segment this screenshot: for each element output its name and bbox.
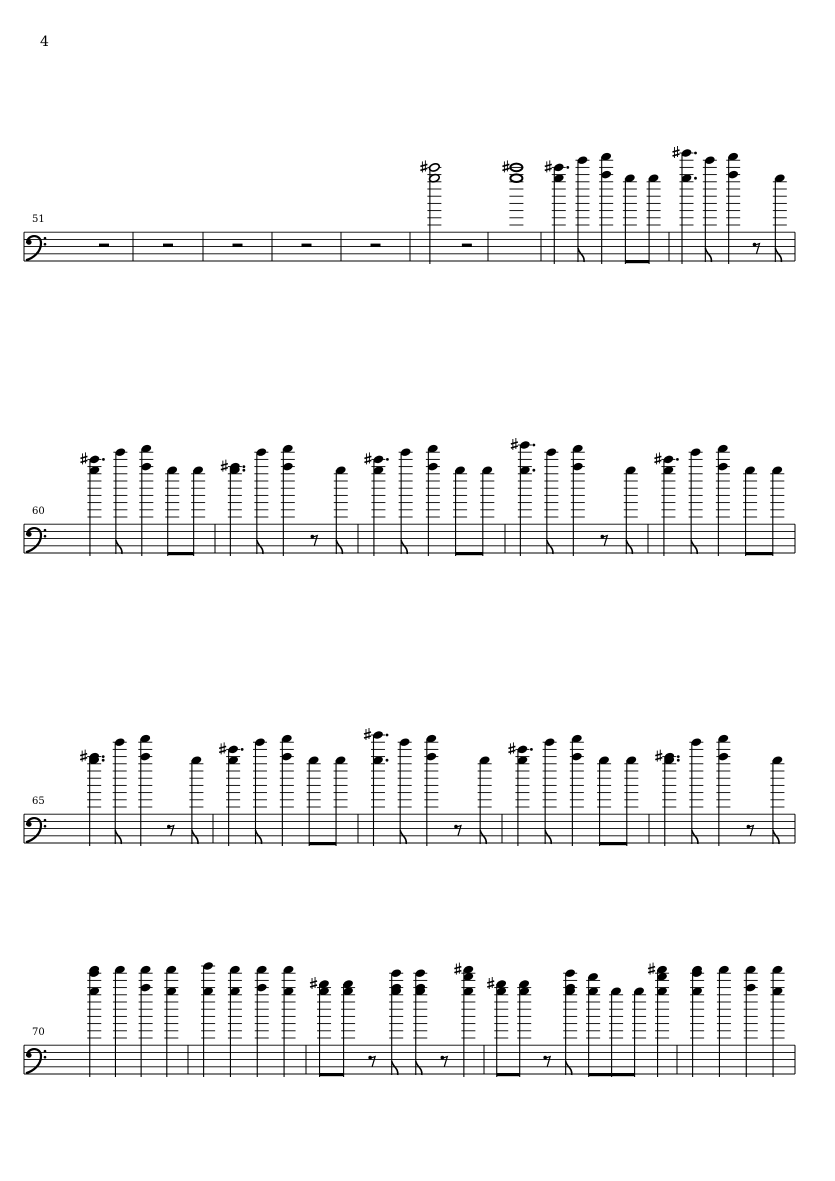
augmentation-dot [694,152,697,155]
sharp-sign [221,468,228,470]
sharp-sign [487,985,494,987]
sharp-sign [310,981,317,983]
half-rest [99,244,109,247]
eighth-flag [255,830,261,844]
sharp-sign [364,732,371,734]
sharp-sign [511,442,518,444]
sharp-sign [219,750,226,752]
half-rest [163,244,173,247]
sharp-sign [420,164,427,166]
sharp-sign [654,460,661,462]
eighth-flag [705,248,711,262]
eighth-flag [626,540,632,554]
eighth-flag [116,540,122,554]
bass-clef-dot [26,240,31,245]
note-beam [600,842,627,845]
eighth-flag [773,830,779,844]
note-beam [456,552,483,555]
eighth-flag [480,830,486,844]
note-beam [589,1073,635,1076]
sharp-sign [545,164,552,166]
augmentation-dot [677,759,680,762]
bass-clef-dot [44,535,47,538]
sharp-sign [364,456,371,458]
sharp-sign [655,754,662,756]
sharp-sign [673,150,680,152]
eighth-rest [455,826,461,836]
augmentation-dot [102,458,105,461]
augmentation-dot [566,166,569,169]
bass-clef-dot [44,819,47,822]
eighth-rest [544,1057,550,1067]
half-rest [462,244,472,247]
augmentation-dot [694,177,697,180]
note-beam [746,552,773,555]
sharp-sign [502,164,509,166]
eighth-rest [441,1057,447,1067]
eighth-flag [401,540,407,554]
note-beam [497,1073,520,1076]
augmentation-dot [677,755,680,758]
eighth-flag [336,540,342,554]
half-rest [302,244,312,247]
bass-clef-dot [44,1056,47,1059]
augmentation-dot [386,759,389,762]
whole-notehead [510,174,522,182]
sharp-sign [673,154,680,156]
sharp-sign [80,754,87,756]
sharp-sign [80,758,87,760]
half-rest [233,244,243,247]
sharp-sign [219,746,226,748]
measure-number-system-3: 65 [32,796,45,807]
note-beam [625,260,649,263]
eighth-rest [754,244,760,254]
measure-number-system-4: 70 [32,1027,45,1038]
bass-clef-dot [44,237,47,240]
augmentation-dot [102,755,105,758]
sharp-sign [648,967,655,969]
bass-clef-dot [44,825,47,828]
sharp-sign [487,981,494,983]
eighth-flag [115,830,121,844]
sharp-sign [454,971,461,973]
eighth-flag [578,248,584,262]
eighth-flag [416,1061,422,1075]
eighth-rest [747,826,753,836]
measure-number-system-1: 51 [32,214,45,225]
sharp-sign [654,456,661,458]
bass-clef-dot [44,1050,47,1053]
note-beam [309,842,336,845]
eighth-flag [545,830,551,844]
sharp-sign [310,985,317,987]
augmentation-dot [242,465,245,468]
eighth-flag [400,830,406,844]
augmentation-dot [530,748,533,751]
sharp-sign [420,168,427,170]
sharp-sign [508,746,515,748]
augmentation-dot [241,748,244,751]
sharp-sign [364,460,371,462]
augmentation-dot [386,458,389,461]
eighth-flag [392,1061,398,1075]
bass-clef-dot [26,532,31,537]
sharp-sign [80,460,87,462]
measure-number-system-2: 60 [32,506,45,517]
note-beam [320,1073,344,1076]
eighth-flag [692,830,698,844]
sharp-sign [655,758,662,760]
bass-clef-dot [44,243,47,246]
eighth-rest [168,826,174,836]
sharp-sign [80,456,87,458]
eighth-flag [775,248,781,262]
sharp-sign [511,446,518,448]
eighth-flag [691,540,697,554]
bass-clef-dot [26,1053,31,1058]
sharp-sign [364,736,371,738]
eighth-rest [601,536,607,546]
eighth-flag [547,540,553,554]
sharp-sign [454,967,461,969]
augmentation-dot [676,458,679,461]
sharp-sign [221,464,228,466]
augmentation-dot [532,444,535,447]
eighth-flag [257,540,263,554]
sharp-sign [545,168,552,170]
augmentation-dot [386,734,389,737]
sharp-sign [508,750,515,752]
sharp-sign [502,168,509,170]
eighth-flag [192,830,198,844]
bass-clef-dot [26,822,31,827]
augmentation-dot [532,469,535,472]
note-beam [168,552,194,555]
eighth-rest [369,1057,375,1067]
sharp-sign [648,971,655,973]
eighth-rest [311,536,317,546]
augmentation-dot [242,469,245,472]
eighth-flag [566,1061,572,1075]
augmentation-dot [102,759,105,762]
bass-clef-dot [44,529,47,532]
half-rest [371,244,381,247]
page-number: 4 [40,34,49,50]
